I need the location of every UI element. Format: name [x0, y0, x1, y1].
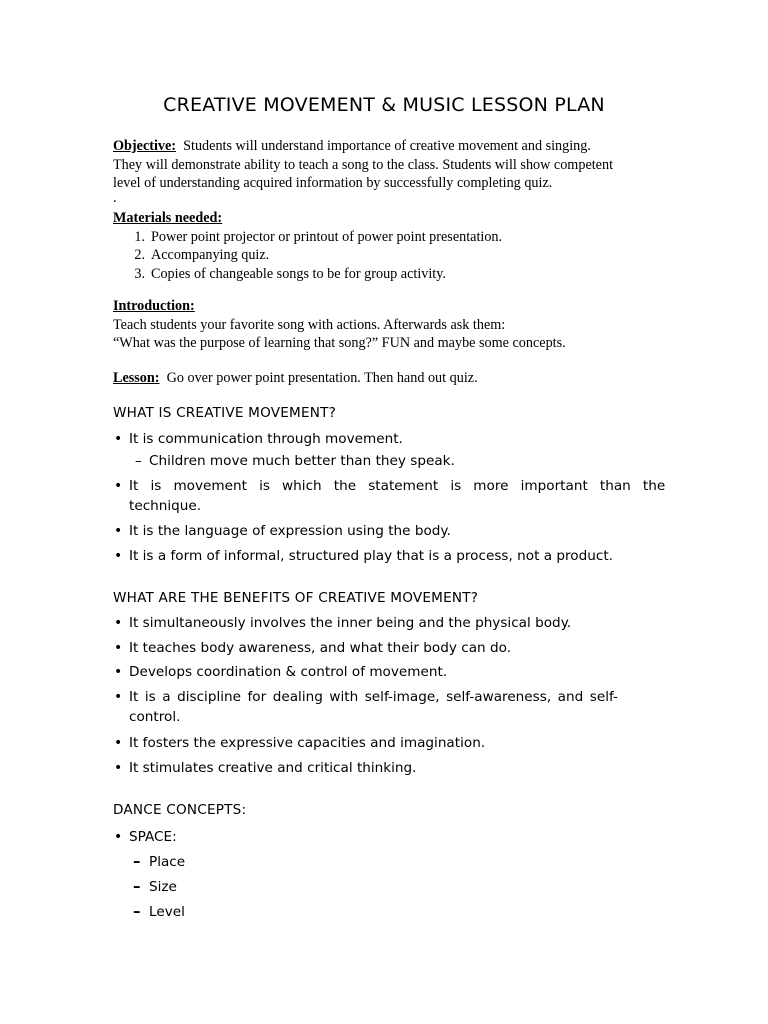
bullet-icon: • [114, 689, 123, 705]
list-sub-item: Place [149, 854, 186, 870]
dash-icon: – [133, 877, 141, 895]
introduction-line-1: Teach students your favorite song with actions. Afterwards ask them: [113, 316, 506, 333]
bullet-icon: • [114, 548, 123, 564]
section-heading-dance-concepts: DANCE CONCEPTS: [113, 802, 247, 818]
list-item: It is a discipline for dealing with self-image, self-awareness, and self- control. [129, 689, 618, 725]
section-heading-benefits: WHAT ARE THE BENEFITS OF CREATIVE MOVEMENT? [113, 590, 479, 606]
dash-icon: – [133, 852, 141, 870]
bullet-icon: • [114, 478, 123, 494]
bullet-icon: • [114, 615, 123, 631]
dash-icon: – [135, 453, 142, 469]
bullet-icon: • [114, 760, 123, 776]
list-item: SPACE: [129, 829, 177, 845]
materials-section [113, 209, 673, 283]
list-item: 3. Copies of changeable songs to be for group activity. [134, 265, 446, 282]
page-title: CREATIVE MOVEMENT & MUSIC LESSON PLAN [163, 94, 605, 116]
materials-list [113, 228, 673, 284]
bullet-icon: • [114, 829, 123, 845]
list-item: It is movement is which the statement is more important than the technique. [129, 478, 666, 514]
materials-label: Materials needed: [113, 210, 223, 226]
bullet-icon: • [114, 640, 123, 656]
list-item: It fosters the expressive capacities and imagination. [129, 735, 486, 751]
objective-line-1: Students will understand importance of creative movement and singing. [183, 138, 591, 154]
objective-label: Objective: [113, 138, 177, 154]
introduction-line-2: “What was the purpose of learning that song?” FUN and maybe some concepts. [113, 335, 566, 351]
list-item: 1. Power point projector or printout of power point presentation. [134, 228, 503, 245]
list-item: It is the language of expression using the body. [129, 523, 451, 539]
bullet-icon: • [114, 523, 123, 539]
bullet-icon: • [114, 735, 123, 751]
list-item: It simultaneously involves the inner being and the physical body. [129, 615, 572, 631]
list-sub-item: Children move much better than they speak. [149, 453, 455, 469]
lesson-text: Go over power point presentation. Then hand out quiz. [166, 370, 478, 386]
list-item: It teaches body awareness, and what their body can do. [129, 640, 512, 656]
lesson-label: Lesson: [113, 370, 160, 386]
objective-line-2: They will demonstrate ability to teach a song to the class. Students will show competent [113, 156, 614, 173]
introduction-section [113, 297, 673, 353]
list-item: Develops coordination & control of movement. [129, 664, 448, 680]
list-item: It is a form of informal, structured play that is a process, not a product. [129, 548, 613, 564]
dash-icon: – [133, 902, 141, 920]
list-sub-item: Size [149, 879, 177, 895]
objective-paragraph [113, 137, 673, 206]
objective-line-3: level of understanding acquired information by successfully completing quiz. [113, 175, 553, 191]
introduction-label: Introduction: [113, 298, 195, 314]
list-item: It stimulates creative and critical thinking. [129, 760, 417, 776]
bullet-icon: • [114, 431, 123, 447]
list-item: 2. Accompanying quiz. [134, 247, 270, 263]
section-heading-what-is: WHAT IS CREATIVE MOVEMENT? [113, 405, 337, 421]
lesson-section [113, 369, 673, 388]
stray-dot: . [113, 189, 117, 206]
bullet-icon: • [114, 664, 123, 680]
list-item: It is communication through movement. [129, 431, 403, 447]
list-sub-item: Level [149, 904, 185, 920]
